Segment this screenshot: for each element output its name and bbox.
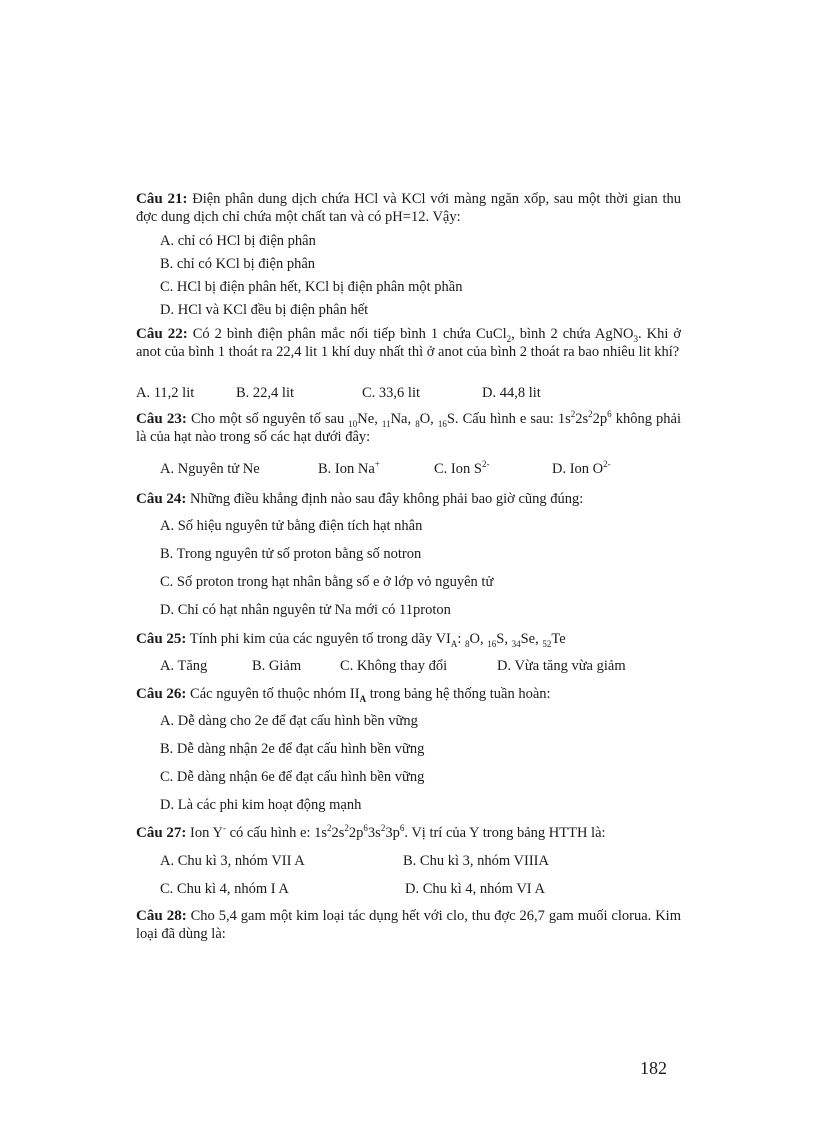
subscript: 8 bbox=[465, 638, 470, 649]
q27-option-d: D. Chu kì 4, nhóm VI A bbox=[405, 881, 545, 897]
q24-option-d: D. Chỉ có hạt nhân nguyên tử Na mới có 11proton bbox=[160, 602, 451, 618]
question-text: Se, bbox=[520, 631, 543, 647]
q23-option-d bbox=[552, 460, 611, 478]
question-text: Những điều khẳng định nào sau đây không phải bao giờ cũng đúng: bbox=[190, 491, 584, 507]
subscript: 3 bbox=[633, 333, 639, 344]
superscript: - bbox=[222, 823, 226, 834]
question-text: 2p bbox=[348, 825, 364, 841]
question-28 bbox=[136, 907, 681, 943]
question-text: . Khi ở anot của bình 1 thoát ra 22,4 lit 1 khí duy nhất thì ở anot của bình 2 thoát ra bao nhiêu lit khí? bbox=[136, 326, 682, 360]
q26-option-b: B. Dễ dàng nhận 2e để đạt cấu hình bền vững bbox=[160, 741, 425, 757]
superscript: 2 bbox=[380, 823, 386, 834]
question-text: có cấu hình e: 1s bbox=[225, 825, 328, 841]
q25-option-b: B. Giảm bbox=[252, 658, 302, 674]
q25-option-c: C. Không thay đổi bbox=[340, 658, 448, 674]
question-27 bbox=[136, 824, 681, 842]
question-text: Tính phi kim của các nguyên tố trong dãy VI bbox=[189, 631, 451, 647]
q22-option-b: B. 22,4 lit bbox=[236, 385, 295, 401]
subscript: 11 bbox=[381, 418, 391, 429]
q26-option-c: C. Dễ dàng nhận 6e để đạt cấu hình bền vững bbox=[160, 769, 425, 785]
question-text: 2s bbox=[575, 411, 589, 427]
question-text: 3s bbox=[367, 825, 381, 841]
q25-option-a: A. Tăng bbox=[160, 658, 208, 674]
superscript: 2- bbox=[603, 459, 611, 470]
q23-option-b bbox=[318, 460, 380, 478]
question-21 bbox=[136, 190, 681, 226]
subscript: 34 bbox=[511, 638, 521, 649]
question-text: Cho 5,4 gam một kim loại tác dụng hết với clo, thu đợc 26,7 gam muối clorua. Kim loại đã dùng là: bbox=[136, 908, 681, 942]
q24-option-c: C. Số proton trong hạt nhân bằng số e ở lớp vỏ nguyên tử bbox=[160, 574, 494, 590]
option-text: D. Ion O bbox=[552, 461, 604, 477]
question-text: 3p bbox=[385, 825, 400, 841]
q24-option-a: A. Số hiệu nguyên tử bằng điện tích hạt nhân bbox=[160, 518, 423, 534]
superscript: 6 bbox=[399, 823, 405, 834]
page-number: 182 bbox=[640, 1058, 667, 1078]
question-24 bbox=[136, 490, 681, 508]
question-text: Na, bbox=[390, 411, 416, 427]
superscript: 2- bbox=[481, 459, 490, 470]
question-label: Câu 27: bbox=[136, 825, 187, 841]
question-text: 2p bbox=[592, 411, 608, 427]
question-22 bbox=[136, 325, 681, 361]
question-text: O, bbox=[469, 631, 488, 647]
superscript: 2 bbox=[588, 409, 593, 420]
question-text: , bình 2 chứa AgNO bbox=[511, 326, 634, 342]
question-text: . Vị trí của Y trong bảng HTTH là: bbox=[404, 825, 606, 841]
question-label: Câu 23: bbox=[136, 411, 187, 427]
question-text: O, bbox=[419, 411, 438, 427]
superscript: + bbox=[374, 459, 380, 470]
question-text: không phải là của hạt nào trong số các hạt dưới đây: bbox=[136, 411, 682, 445]
superscript: 2 bbox=[327, 823, 332, 834]
subscript: 16 bbox=[487, 638, 497, 649]
question-25 bbox=[136, 630, 681, 648]
question-text: S, bbox=[496, 631, 512, 647]
q22-option-c: C. 33,6 lit bbox=[362, 385, 421, 401]
option-text: C. Ion S bbox=[434, 461, 482, 477]
question-label: Câu 24: bbox=[136, 491, 187, 507]
question-23 bbox=[136, 410, 681, 446]
question-text: : bbox=[457, 631, 466, 647]
question-text: Te bbox=[551, 631, 566, 647]
question-label: Câu 25: bbox=[136, 631, 187, 647]
question-text: S. Cấu hình e sau: 1s bbox=[446, 411, 571, 427]
subscript: 10 bbox=[348, 418, 358, 429]
question-26 bbox=[136, 685, 681, 703]
question-text: 2s bbox=[331, 825, 345, 841]
superscript: 6 bbox=[363, 823, 368, 834]
q21-option-a: A. chỉ có HCl bị điện phân bbox=[160, 233, 316, 249]
q24-option-b: B. Trong nguyên tử số proton bằng số notron bbox=[160, 546, 422, 562]
q22-option-a: A. 11,2 lit bbox=[136, 385, 195, 401]
q21-option-b: B. chỉ có KCl bị điện phân bbox=[160, 256, 316, 272]
q23-option-c bbox=[434, 460, 489, 478]
q25-option-d: D. Vừa tăng vừa giảm bbox=[497, 658, 626, 674]
subscript: A bbox=[359, 693, 367, 704]
q27-option-c: C. Chu kì 4, nhóm I A bbox=[160, 881, 289, 897]
superscript: 6 bbox=[607, 409, 612, 420]
q23-option-a bbox=[160, 460, 260, 478]
q26-option-d: D. Là các phi kim hoạt động mạnh bbox=[160, 797, 362, 813]
subscript: 8 bbox=[415, 418, 420, 429]
question-text: Có 2 bình điện phân mắc nối tiếp bình 1 chứa CuCl bbox=[192, 326, 507, 342]
question-label: Câu 26: bbox=[136, 686, 187, 702]
subscript: 52 bbox=[542, 638, 552, 649]
superscript: 2 bbox=[344, 823, 349, 834]
subscript: 2 bbox=[506, 333, 512, 344]
q27-option-b: B. Chu kì 3, nhóm VIIIA bbox=[403, 853, 549, 869]
question-text: trong bảng hệ thống tuần hoàn: bbox=[366, 686, 551, 702]
q26-option-a: A. Dễ dàng cho 2e để đạt cấu hình bền vững bbox=[160, 713, 418, 729]
q22-option-d: D. 44,8 lit bbox=[482, 385, 541, 401]
subscript: 16 bbox=[437, 418, 447, 429]
question-text: Ne, bbox=[357, 411, 382, 427]
superscript: 2 bbox=[570, 409, 576, 420]
q21-option-c: C. HCl bị điện phân hết, KCl bị điện phân một phần bbox=[160, 279, 463, 295]
question-label: Câu 22: bbox=[136, 326, 188, 342]
subscript: A bbox=[450, 638, 458, 649]
option-text: B. Ion Na bbox=[318, 461, 375, 477]
question-label: Câu 21: bbox=[136, 191, 188, 207]
question-text: Ion Y bbox=[190, 825, 223, 841]
question-text: Các nguyên tố thuộc nhóm II bbox=[190, 686, 360, 702]
q27-option-a: A. Chu kì 3, nhóm VII A bbox=[160, 853, 305, 869]
question-label: Câu 28: bbox=[136, 908, 187, 924]
q21-option-d: D. HCl và KCl đều bị điện phân hết bbox=[160, 302, 369, 318]
question-text: Điện phân dung dịch chứa HCl và KCl với màng ngăn xốp, sau một thời gian thu đợc dung dịch chỉ chứa một chất tan và có pH=12. Vậy: bbox=[136, 191, 682, 225]
option-text: A. Nguyên tử Ne bbox=[160, 461, 260, 477]
question-text: Cho một số nguyên tố sau bbox=[190, 411, 349, 427]
